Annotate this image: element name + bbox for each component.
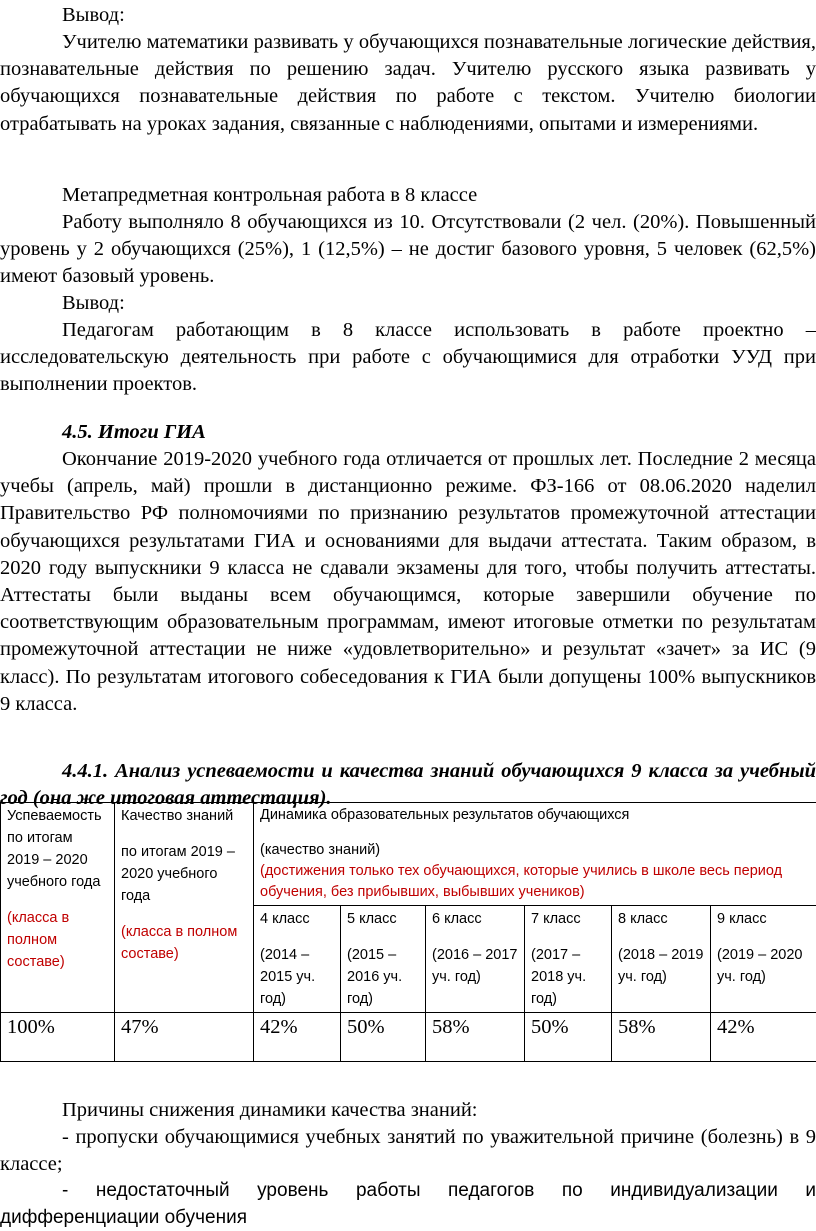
quality-header-top: Качество знаний: [121, 808, 234, 824]
reason-item-1: - пропуски обучающимися учебных занятий по уважительной причине (болезнь) в 9 классе;: [0, 1126, 816, 1176]
grade-header-cell: [525, 906, 612, 1013]
table-cell-success: 100%: [1, 1013, 115, 1062]
quality-header-cell: [115, 803, 254, 1013]
dynamics-header: Динамика образовательных результатов обучающихся: [260, 807, 630, 823]
grade-years: (2014 – 2015 уч. год): [260, 947, 316, 1007]
grade-header-cell: [711, 906, 816, 1013]
conclusion-label-2: Вывод:: [62, 292, 125, 314]
grade-years: (2016 – 2017 уч. год): [432, 947, 518, 985]
meta-work-title: Метапредметная контрольная работа в 8 классе: [62, 184, 478, 206]
success-header-note: (класса в полном составе): [7, 910, 70, 970]
dynamics-note: (достижения только тех обучающихся, которые учились в школе весь период обучения, без прибывших, выбывших учеников): [260, 863, 783, 900]
grade-label: 4 класс: [260, 911, 310, 927]
results-table: [0, 802, 816, 1062]
grade-header-cell: [612, 906, 711, 1013]
grade-years: (2015 – 2016 уч. год): [347, 947, 403, 1007]
grade-header-cell: [426, 906, 525, 1013]
table-cell-grade-8: 58%: [612, 1013, 711, 1062]
grade-header-cell: [341, 906, 426, 1013]
grade-header-cell: [254, 906, 341, 1013]
dynamics-header-cell: [254, 803, 816, 906]
table-header-row: [1, 803, 816, 906]
quality-header-note: (класса в полном составе): [121, 924, 238, 962]
table-cell-grade-5: 50%: [341, 1013, 426, 1062]
quality-header-bottom: по итогам 2019 – 2020 учебного года: [121, 844, 235, 904]
success-header: Успеваемость по итогам 2019 – 2020 учебного года: [7, 808, 102, 890]
grade-years: (2019 – 2020 уч. год): [717, 947, 803, 985]
section-heading-4-5: 4.5. Итоги ГИА: [62, 421, 206, 443]
dynamics-subheader: (качество знаний): [260, 842, 381, 858]
table-cell-grade-6: 58%: [426, 1013, 525, 1062]
section-heading-4-4-1: 4.4.1. Анализ успеваемости и качества знаний обучающихся 9 класса за учебный год (она же итоговая аттестация).: [0, 760, 816, 809]
reasons-title: Причины снижения динамики качества знаний:: [62, 1099, 478, 1121]
table-cell-quality: 47%: [115, 1013, 254, 1062]
grade-label: 9 класс: [717, 911, 767, 927]
conclusion-text-1: Учителю математики развивать у обучающихся познавательные логические действия, познавательные действия по решению задач. Учителю русского языка развивать у обучающихся познавательные действия по работе с текстом. Учителю биологии отрабатывать на уроках задания, связанные с наблюдениями, опытами и измерениями.: [0, 31, 816, 135]
grade-years: (2017 – 2018 уч. год): [531, 947, 587, 1007]
grade-label: 8 класс: [618, 911, 668, 927]
grade-label: 5 класс: [347, 911, 397, 927]
conclusion-text-2: Педагогам работающим в 8 классе использовать в работе проектно – исследовательскую деятельность при работе с обучающимися для отработки УУД при выполнении проектов.: [0, 319, 816, 396]
grade-years: (2018 – 2019 уч. год): [618, 947, 704, 985]
grade-label: 7 класс: [531, 911, 581, 927]
grade-label: 6 класс: [432, 911, 482, 927]
table-cell-grade-9: 42%: [711, 1013, 816, 1062]
meta-work-text: Работу выполняло 8 обучающихся из 10. Отсутствовали (2 чел. (20%). Повышенный уровень у 2 обучающихся (25%), 1 (12,5%) – не достиг базового уровня, 5 человек (62,5%) имеют базовый уровень.: [0, 211, 816, 288]
reason-item-2: - недостаточный уровень работы педагогов по индивидуализации и дифференциации обучения: [0, 1180, 816, 1228]
table-cell-grade-4: 42%: [254, 1013, 341, 1062]
success-header-cell: [1, 803, 115, 1013]
section-4-5-text: Окончание 2019-2020 учебного года отличается от прошлых лет. Последние 2 месяца учебы (апрель, май) прошли в дистанционно режиме. ФЗ-166 от 08.06.2020 наделил Правительство РФ полномочиями по признанию результатов промежуточной аттестации обучающихся результатами ГИА и основаниями для выдачи аттестата. Таким образом, в 2020 году выпускники 9 класса не сдавали экзамены для того, чтобы получить аттестаты. Аттестаты были выданы всем обучающимся, которые завершили обучение по соответствующим образовательным программам, имеют итоговые отметки по результатам промежуточной аттестации не ниже «удовлетворительно» и результат «зачет» за ИС (9 класс). По результатам итогового собеседования к ГИА были допущены 100% выпускников 9 класса.: [0, 448, 816, 715]
conclusion-label-1: Вывод:: [62, 4, 125, 26]
table-values-row: [1, 1013, 816, 1062]
table-cell-grade-7: 50%: [525, 1013, 612, 1062]
